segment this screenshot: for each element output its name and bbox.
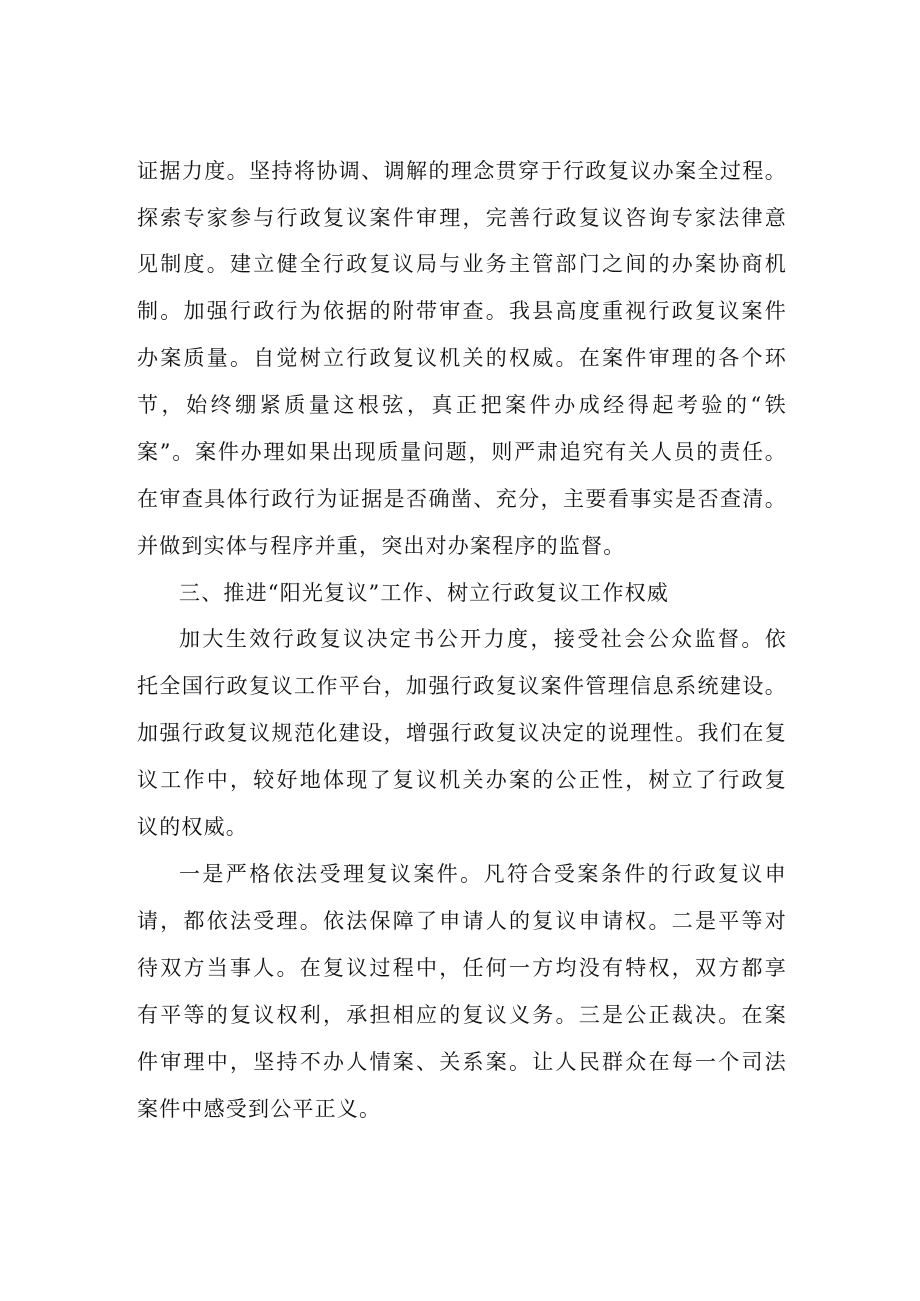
paragraph-1-line-8: 在审查具体行政行为证据是否确凿、充分，主要看事实是否查清。 xyxy=(137,487,787,511)
paragraph-2-line-4: 议工作中，较好地体现了复议机关办案的公正性，树立了行政复 xyxy=(137,768,787,792)
paragraph-1-line-7: 案”。案件办理如果出现质量问题，则严肃追究有关人员的责任。 xyxy=(137,440,787,464)
paragraph-1-line-4: 制。加强行政行为依据的附带审查。我县高度重视行政复议案件 xyxy=(137,299,787,323)
paragraph-1-line-3: 见制度。建立健全行政复议局与业务主管部门之间的办案协商机 xyxy=(137,252,787,276)
paragraph-1-line-5: 办案质量。自觉树立行政复议机关的权威。在案件审理的各个环 xyxy=(137,346,787,370)
paragraph-3-line-4: 有平等的复议权利，承担相应的复议义务。三是公正裁决。在案 xyxy=(137,1003,787,1027)
paragraph-1-line-9: 并做到实体与程序并重，突出对办案程序的监督。 xyxy=(137,534,626,558)
paragraph-3-line-6: 案件中感受到公平正义。 xyxy=(137,1097,382,1121)
paragraph-1-line-2: 探索专家参与行政复议案件审理，完善行政复议咨询专家法律意 xyxy=(137,206,787,230)
paragraph-3-line-5: 件审理中，坚持不办人情案、关系案。让人民群众在每一个司法 xyxy=(137,1050,787,1074)
paragraph-3-line-3: 待双方当事人。在复议过程中，任何一方均没有特权，双方都享 xyxy=(137,956,787,980)
paragraph-3-line-1: 一是严格依法受理复议案件。凡符合受案条件的行政复议申 xyxy=(179,862,787,886)
paragraph-1-line-6: 节，始终绷紧质量这根弦，真正把案件办成经得起考验的“铁 xyxy=(137,393,787,417)
paragraph-2-line-3: 加强行政复议规范化建设，增强行政复议决定的说理性。我们在复 xyxy=(137,721,787,745)
paragraph-2-line-1: 加大生效行政复议决定书公开力度，接受社会公众监督。依 xyxy=(179,627,787,651)
paragraph-2-line-5: 议的权威。 xyxy=(137,815,248,839)
paragraph-3-line-2: 请，都依法受理。依法保障了申请人的复议申请权。二是平等对 xyxy=(137,909,787,933)
paragraph-2-line-2: 托全国行政复议工作平台，加强行政复议案件管理信息系统建设。 xyxy=(137,674,787,698)
paragraph-1-line-1: 证据力度。坚持将协调、调解的理念贯穿于行政复议办案全过程。 xyxy=(137,159,787,183)
section-heading-3: 三、推进“阳光复议”工作、树立行政复议工作权威 xyxy=(179,581,670,605)
